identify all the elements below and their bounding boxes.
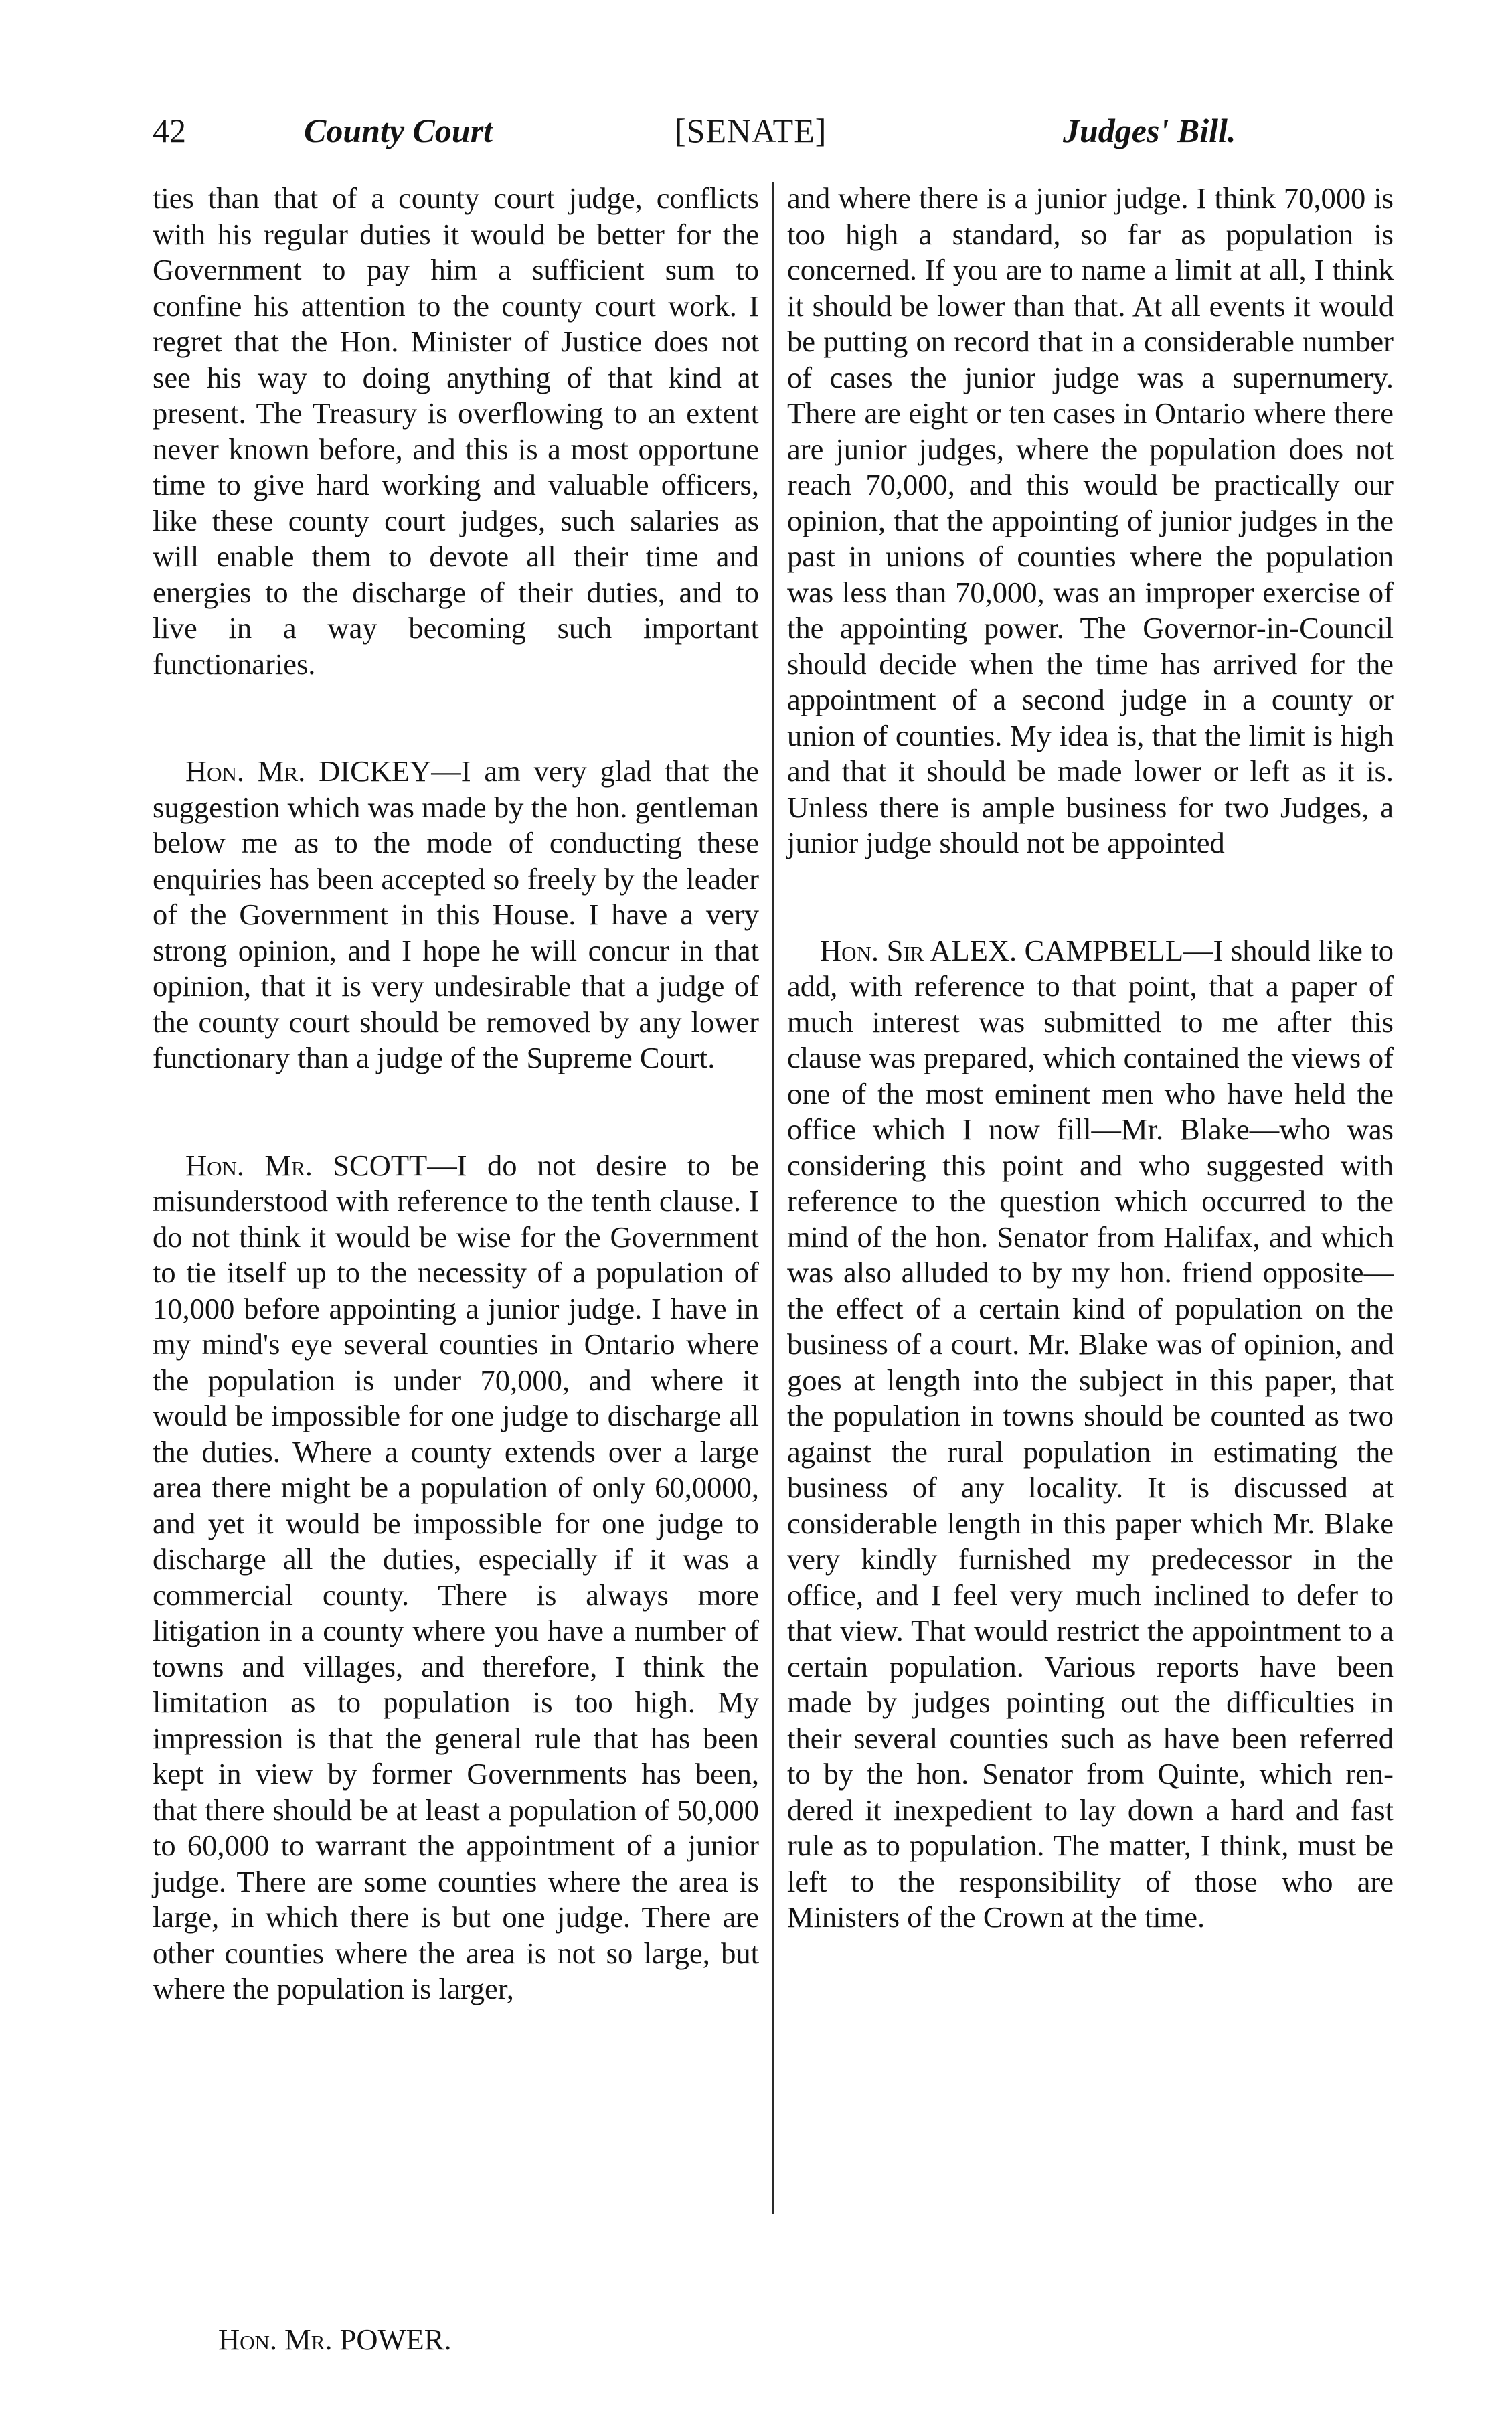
- speaker-name: Hon. Mr. SCOTT: [185, 1148, 428, 1182]
- speech-text: —I am very glad that the suggestion which was made by the hon. gentleman below me as to the mode of conducting these enquiries has been accepted so freely by the leader of the Government in this House. I have a very strong opinion, and I hope he will concur in that opinion, that it is very undesirable that a judge of the county court should be removed by any lower functionary than a judge of the Supreme Court.: [153, 754, 760, 1074]
- speech-text: —I should like to add, with reference to that point, that a paper of much interest was submitted to me after this clause was prepared, which contained the views of one of the most eminent men who have held the office which I now fill—Mr. Blake—who was considering this point and who suggested with reference to the question which occurred to the mind of the hon. Senator from Halifax, and which was also alluded to by my hon. friend opposite—the effect of a certain kind of population on the business of a court. Mr. Blake was of opinion, and goes at length into the subject in this paper, that the population in towns should be counted as two against the rural population in estimating the business of any locality. It is discussed at considerable length in this paper which Mr. Blake very kindly furnished my predecessor in the office, and I feel very much inclined to defer to that view. That would restrict the appointment to a certain population. Various reports have been made by judges pointing out the difficulties in their several counties such as have been referred to by the hon. Senator from Quinte, which rendered it inexpedient to lay down a hard and fast rule as to population. The matter, I think, must be left to the responsibility of those who are Ministers of the Crown at the time.: [787, 933, 1394, 1934]
- continued-paragraph: and where there is a junior judge. I think 70,000 is too high a standard, so far as population is concerned. If you are to name a limit at all, I think it should be lower than that. At all events it would be putting on record that in a considerable number of cases the junior judge was a supernumery. There are eight or ten cases in Ontario where there are junior judges, where the population does not reach 70,000, and this would be practically our opinion, that the appointing of junior judges in the past in unions of counties where the population was less than 70,000, was an improper exercise of the appointing power. The Governor-in-Council should decide when the time has arrived for the appointment of a second judge in a county or union of counties. My idea is, that the limit is high and that it should be made lower or left as it is. Unless there is ample business for two Judges, a junior judge should not be appointed: [787, 181, 1394, 859]
- next-speaker: Hon. Mr. POWER.: [218, 2323, 452, 2356]
- speech-text: —I do not desire to be misunderstood with reference to the tenth clause. I do not think it would be wise for the Government to tie itself up to the necessity of a population of 10,000 before appointing a junior judge. I have in my mind's eye several counties in Ontario where the population is under 70,000, and where it would be impossible for one judge to discharge all the duties. Where a county extends over a large area there might be a population of only 60,0000, and yet it would be impossible for one judge to discharge all the duties, especially if it was a commercial county. There is always more litigation in a county where you have a number of towns and villages, and therefore, I think the limitation as to population is too high. My impression is that the general rule that has been kept in view by former Governments has been, that there should be at least a population of 50,000 to 60,000 to warrant the appointment of a junior judge. There are some counties where the area is large, in which there is but one judge. There are other counties where the area is not so large, but where the population is larger,: [153, 1148, 759, 2005]
- page-number: 42: [153, 112, 186, 149]
- header-left-title: County Court: [304, 112, 493, 149]
- speaker-name: Hon. Mr. DICKEY: [185, 754, 432, 788]
- speaker-name: Hon. Sir ALEX. CAMPBELL: [820, 933, 1184, 967]
- header-right-title: Judges' Bill.: [1063, 112, 1236, 149]
- continued-paragraph: ties than that of a county court judge, conflicts with his regular duties it would be better for the Government to pay him a sufficient sum to confine his attention to the county court work. I regret that the Hon. Minister of Justice does not see his way to doing anything of that kind at present. The Treasury is overflowing to an extent never known before, and this is a most opportune time to give hard working and valuable officers, like these county court judges, such salaries as will enable them to devote all their time and energies to the discharge of their duties, and to live in a way becoming such important functionaries.: [153, 181, 759, 681]
- speech-campbell: [787, 933, 1394, 1936]
- left-column: [153, 181, 759, 2007]
- header-center-title: [SENATE]: [675, 112, 827, 149]
- running-header: [153, 107, 1357, 154]
- right-column: [787, 181, 1394, 1936]
- speech-dickey: [153, 754, 759, 1076]
- column-divider: [772, 182, 774, 2214]
- speech-scott: [153, 1148, 759, 2007]
